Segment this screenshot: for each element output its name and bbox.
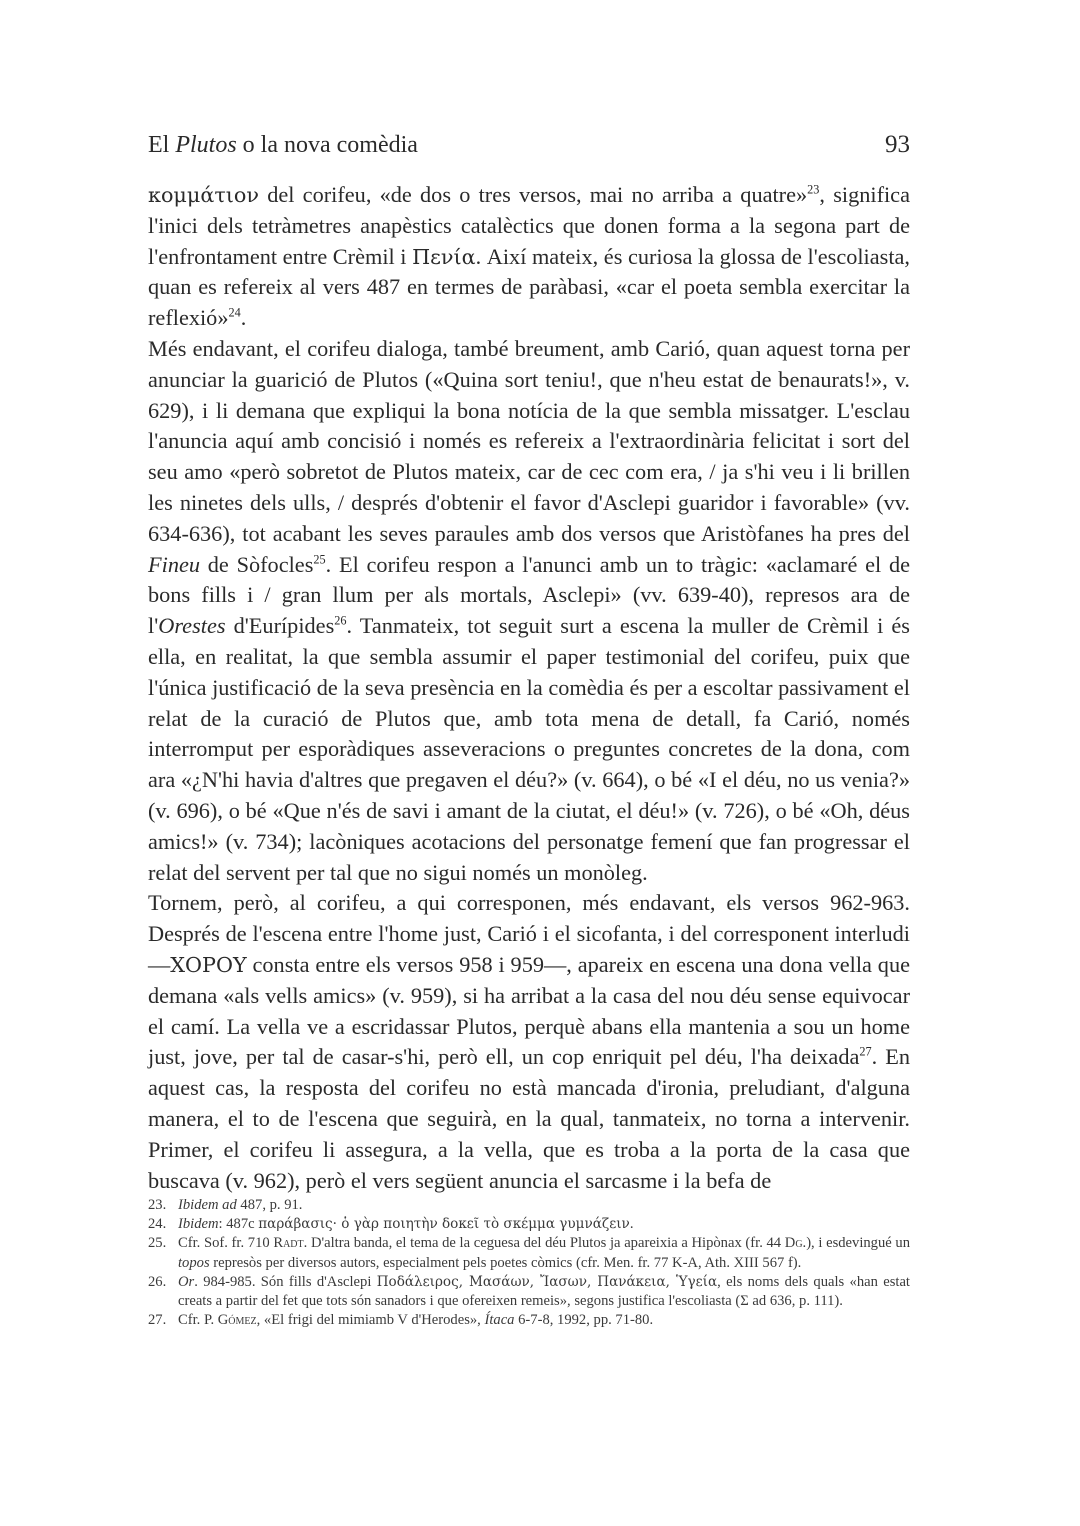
text-run: , «El frigi del mimiamb V d'Herodes», — [256, 1312, 485, 1329]
italic-title: Orestes — [158, 613, 226, 639]
body-text — [148, 180, 910, 1196]
footnote-23 — [148, 1196, 910, 1215]
footnote-number: 25. — [148, 1235, 167, 1252]
text-run: d'Eurípides — [225, 613, 335, 639]
footnote-ref[interactable]: 24 — [228, 305, 241, 320]
footnote-25 — [148, 1234, 910, 1272]
text-run: Ibidem ad — [178, 1197, 237, 1213]
running-title-suffix: o la nova comèdia — [236, 132, 418, 158]
text-run: Cfr. Sof. fr. 710 — [178, 1235, 274, 1252]
text-run: . 984-985. Són fills d'Asclepi — [194, 1273, 377, 1290]
running-title-prefix: El — [148, 132, 176, 158]
text-run: Tornem, però, al corifeu, a qui corresponen, més endavant, els versos 962-963. Després de l'escena entre l'home just, Carió i el sicofanta, i del corresponent interludi — — [148, 890, 910, 977]
italic-title: Fineu — [148, 551, 201, 577]
footnote-ref[interactable]: 25 — [313, 552, 326, 567]
footnote-ref[interactable]: 27 — [859, 1044, 872, 1059]
text-run: . El corifeu respon a l'anunci amb un to tràgic: «aclamaré el de bons fills i / gran llum per als mortals, Asclepi» (vv. 639-40), represos ara de l' — [148, 551, 910, 639]
text-run: Radt — [273, 1235, 304, 1252]
text-run: , els noms dels quals «han estat creats a partir del fet que tots són sanadors i que ofereixen remeis», segons justifica l'escoliasta (Σ ad 636, p. 111). — [178, 1273, 910, 1310]
greek-word: κομμάτιον — [148, 183, 259, 207]
footnote-text — [178, 1234, 910, 1272]
text-run: del corifeu, «de dos o tres versos, mai no arriba a quatre» — [259, 182, 808, 207]
text-run: Gómez — [217, 1312, 257, 1329]
text-run: , significa l'inici dels tetràmetres anapèstics catalèctics que donen forma a la segona part de l'enfrontament entre Crèmil i — [148, 182, 910, 269]
footnote-text — [178, 1273, 910, 1311]
text-run: Dg — [784, 1235, 803, 1252]
greek-quote: παράβασις· ὁ γὰρ ποιητὴν δοκεῖ τὸ σκέμμα γυμνάζειν — [258, 1216, 630, 1233]
running-title — [148, 130, 418, 160]
text-run: Més endavant, el corifeu dialoga, també breument, amb Carió, quan aquest torna per anunciar la guarició de Plutos («Quina sort teniu!, que n'heu estat de benaurats!», v. 629), i li demana que expliqui la bona notícia de la que sembla missatger. L'esclau l'anuncia aquí amb concisió i només es refereix a l'extraordinària felicitat i sort del seu amo «però sobretot de Plutos mateix, car de cec com era, / ja s'hi veu i li brillen les ninetes dels ulls, / després d'obtenir el favor d'Asclepi guaridor i favorable» (vv. 634-636), tot acabant les seves paraules amb dos versos que Aristòfanes ha pres del — [148, 335, 910, 546]
footnote-text — [178, 1215, 910, 1234]
paragraph-3 — [148, 888, 910, 1196]
text-run: topos — [178, 1254, 210, 1271]
text-run: Cfr. P. — [178, 1312, 218, 1329]
text-run: 6-7-8, 1992, pp. 71-80. — [514, 1312, 654, 1329]
text-run: Ítaca — [484, 1312, 515, 1329]
footnote-number: 23. — [148, 1197, 167, 1213]
greek-word: Πενία — [412, 244, 476, 269]
running-head — [148, 130, 910, 160]
paragraph-1 — [148, 180, 910, 334]
text-run: represòs per diversos autors, especialment pels poetes còmics (cfr. Men. fr. 77 K-A, Ath. XIII 567 f). — [209, 1254, 802, 1271]
text-run: Ibidem — [178, 1216, 219, 1233]
footnote-26 — [148, 1273, 910, 1311]
footnote-27 — [148, 1311, 910, 1330]
paragraph-2 — [148, 334, 910, 888]
page-number: 93 — [885, 131, 910, 158]
text-run: consta entre els versos 958 i 959—, apareix en escena una dona vella que demana «als vells amics» (v. 959), si ha arribat a la casa del nou déu sense equivocar el camí. La vella ve a escridassar Plutos, perquè abans ella mantenia a sou un home just, jove, per tal de casar-s'hi, però ell, un cop enriquit pel déu, l'ha deixada — [148, 951, 910, 1070]
footnote-ref[interactable]: 23 — [807, 182, 820, 197]
text-run: . Així mateix, és curiosa la glossa de l'escoliasta, quan es refereix al vers 487 en termes de paràbasi, «car el poeta sembla exercitar la reflexió» — [148, 243, 910, 331]
text-run: de Sòfocles — [200, 551, 314, 577]
greek-word: ΧΟΡΟΥ — [170, 952, 247, 977]
text-run: Or — [178, 1273, 195, 1290]
running-title-italic: Plutos — [175, 132, 237, 158]
text-run: . Tanmateix, tot seguit surt a escena la muller de Crèmil i és ella, en realitat, la que sembla assumir el paper testimonial del corifeu, puix que l'única justificació de la seva presència en la comèdia és per a escoltar passivament el relat de la curació de Plutos que, amb tota mena de detall, fa Carió, només interromput per esporàdiques asseveracions o preguntes concretes de la dona, com ara «¿N'hi havia d'altres que pregaven el déu?» (v. 664), o bé «I el déu, no us venia?» (v. 696), o bé «Que n'és de savi i amant de la ciutat, el déu!» (v. 726), o bé «Oh, déus amics!» (v. 734); lacòniques acotacions del personatge femení que fan progressar el relat del servent per tal que no sigui només un monòleg. — [148, 613, 910, 885]
footnote-24 — [148, 1215, 910, 1234]
footnote-number: 24. — [148, 1216, 167, 1233]
footnote-ref[interactable]: 26 — [334, 613, 347, 628]
text-run: . En aquest cas, la resposta del corifeu no està mancada d'ironia, preludiant, d'alguna manera, el to de l'escena que seguirà, en la qual, tanmateix, no torna a intervenir. Primer, el corifeu li assegura, a la vella, que es troba a la porta de la casa que buscava (v. 962), però el vers següent anuncia el sarcasme i la befa de — [148, 1044, 911, 1193]
footnote-number: 26. — [148, 1273, 167, 1290]
footnote-number: 27. — [148, 1312, 167, 1329]
footnote-text — [178, 1311, 910, 1330]
text-run: . — [240, 305, 247, 331]
text-run: .), i esdevingué un — [802, 1235, 911, 1252]
text-run: 487, p. 91. — [236, 1197, 303, 1213]
text-run: . — [629, 1216, 634, 1233]
footnotes — [148, 1196, 910, 1330]
text-run: : 487c — [218, 1216, 259, 1233]
text-run: . D'altra banda, el tema de la ceguesa del déu Plutos ja apareixia a Hipònax (fr. 44 — [303, 1235, 785, 1252]
footnote-text — [178, 1196, 910, 1215]
greek-names: Ποδάλειρος, Μασάων, Ἴασων, Πανάκεια, Ὑγεία — [376, 1273, 718, 1290]
